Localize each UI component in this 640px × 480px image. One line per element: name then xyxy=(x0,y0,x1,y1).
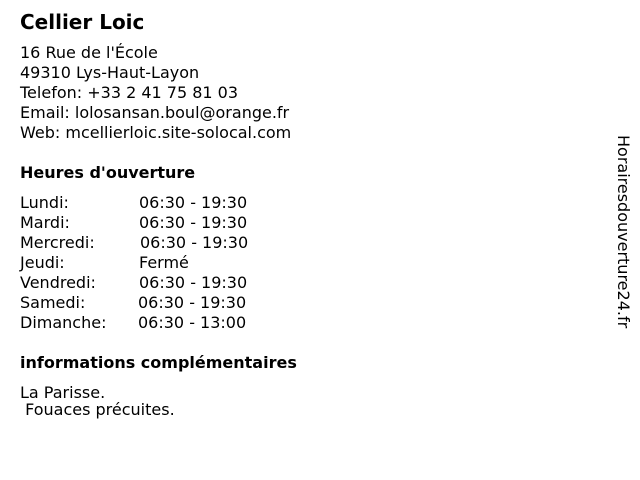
day-label: Dimanche: xyxy=(20,313,107,332)
info-line: La Parisse. xyxy=(20,383,106,402)
phone-line[interactable]: Telefon: +33 2 41 75 81 03 xyxy=(20,83,239,102)
day-hours: 06:30 - 19:30 xyxy=(139,213,248,232)
email-line[interactable]: Email: lolosansan.boul@orange.fr xyxy=(20,103,290,122)
day-label: Mercredi: xyxy=(20,233,95,252)
city-line: 49310 Lys-Haut-Layon xyxy=(20,63,200,82)
info-line: Fouaces précuites. xyxy=(20,400,175,419)
business-name: Cellier Loic xyxy=(20,10,145,34)
info-heading: informations complémentaires xyxy=(20,353,297,372)
day-hours: 06:30 - 13:00 xyxy=(138,313,247,332)
web-line[interactable]: Web: mcellierloic.site-solocal.com xyxy=(20,123,292,142)
address-line: 16 Rue de l'École xyxy=(20,43,158,62)
site-watermark: Horairesdouverture24.fr xyxy=(614,135,633,329)
day-hours: 06:30 - 19:30 xyxy=(138,293,247,312)
day-hours: 06:30 - 19:30 xyxy=(139,193,248,212)
day-hours: 06:30 - 19:30 xyxy=(140,233,249,252)
day-label: Lundi: xyxy=(20,193,69,212)
day-label: Samedi: xyxy=(20,293,86,312)
day-label: Jeudi: xyxy=(20,253,65,272)
day-label: Vendredi: xyxy=(20,273,96,292)
hours-heading: Heures d'ouverture xyxy=(20,163,196,182)
day-hours: Fermé xyxy=(139,253,189,272)
day-label: Mardi: xyxy=(20,213,70,232)
day-hours: 06:30 - 19:30 xyxy=(139,273,248,292)
